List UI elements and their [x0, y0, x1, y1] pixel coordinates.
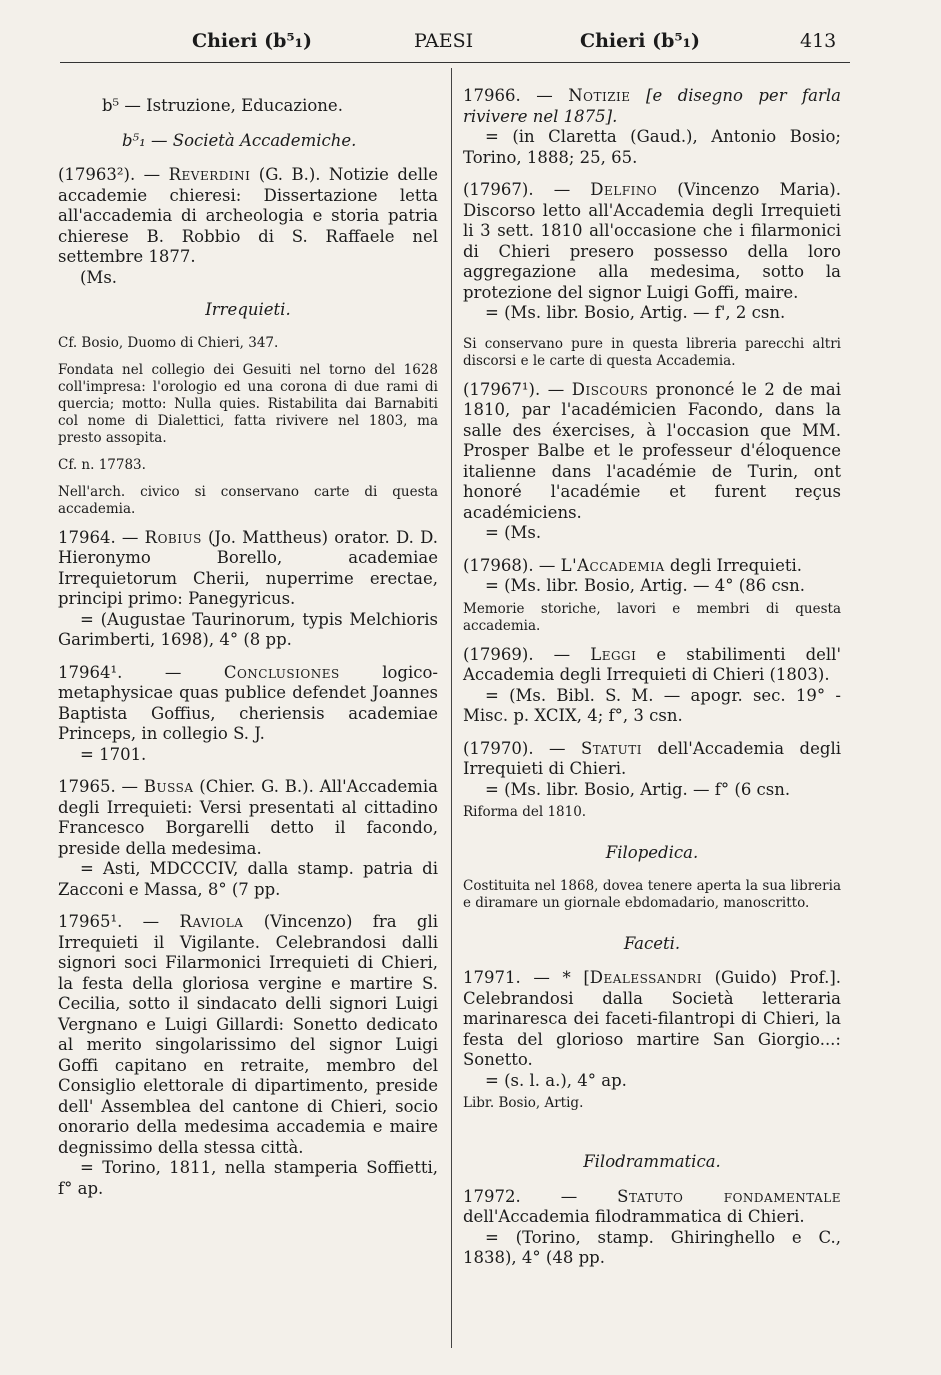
- entry-text: [e disegno per farla rivivere nel 1875].: [463, 86, 842, 126]
- entry-author: L'Accademia: [560, 555, 665, 575]
- subsection-title-filopedica: Filopedica.: [605, 843, 699, 862]
- entry-text: (G. B.). Notizie delle accademie chieresi: Dissertazione letta all'accademia di archeologia e storia patria chierese B. Robbio di S. Raffaele nel settembre 1877.: [58, 165, 439, 266]
- entry-text: (Chier. G. B.). All'Accademia degli Irrequieti: Versi presentati al cittadino Francesco Borgarelli detto il facondo, preside della medesima.: [58, 777, 438, 858]
- entry-imprint: = (Ms. libr. Bosio, Artig. — f', 2 csn.: [485, 303, 786, 322]
- entry-17968: [463, 556, 841, 597]
- entry-text: (Vincenzo) fra gli Irrequieti il Vigilante. Celebrandosi dalli signori soci Filarmonici Irrequieti di Chieri, la festa della gloriosa vergine e martire S. Cecilia, sotto il sindacato delli signori Luigi Vergnano e Luigi Gillardi: Sonetto dedicato al merito singolarissimo del signor Luigi Goffi capitano en retraite, membro del Consiglio elettorale di dipartimento, preside dell' Assemblea del cantone di Chieri, socio onorario della medesima accademia e maire degnissimo della stessa città.: [58, 912, 439, 1157]
- entry-author: Raviola: [179, 912, 244, 931]
- note-memorie: Memorie storiche, lavori e membri di questa accademia.: [463, 600, 841, 634]
- note-cross-ref: Cf. n. 17783.: [58, 456, 146, 473]
- entry-imprint: = Torino, 1811, nella stamperia Soffietti, f° ap.: [58, 1158, 438, 1198]
- entry-17967-1: [463, 380, 841, 544]
- left-column: [58, 86, 438, 1211]
- subsection-title-filodrammatica: Filodrammatica.: [583, 1152, 721, 1171]
- entry-author: Conclusiones: [223, 662, 340, 682]
- entry-17963: [58, 165, 438, 288]
- entry-imprint: = Asti, MDCCCIV, dalla stamp. patria di Zacconi e Massa, 8° (7 pp.: [58, 859, 438, 899]
- entry-author: Leggi: [590, 644, 637, 664]
- note-filopedica: Costituita nel 1868, dovea tenere aperta la sua libreria e diramare un giornale ebdomadario, manoscritto.: [463, 877, 841, 911]
- entry-author: Statuti: [580, 738, 642, 758]
- entry-author: Dealessandri: [589, 968, 702, 987]
- entry-number: 17964¹. —: [58, 662, 182, 682]
- entry-number: (17963²). —: [58, 165, 161, 184]
- header-left-label: Chieri (b⁵₁): [192, 30, 312, 52]
- entry-number: 17972. —: [463, 1186, 578, 1206]
- entry-number: 17965. —: [58, 777, 139, 796]
- entry-17966: [463, 86, 841, 168]
- entry-author: Discours: [571, 379, 649, 399]
- entry-text: degli Irrequieti.: [664, 555, 802, 575]
- subsection-title-faceti: Faceti.: [623, 933, 681, 953]
- entry-text: (Guido) Prof.]. Celebrandosi dalla Società letteraria marinaresca dei faceti-filantropi di Chieri, la festa del glorioso martire San Giorgio...: Sonetto.: [463, 968, 841, 1069]
- column-divider: [451, 68, 452, 1348]
- entry-17967: [463, 180, 841, 324]
- entry-17969: [463, 645, 841, 727]
- note-libr-bosio: Libr. Bosio, Artig.: [463, 1095, 584, 1111]
- page-number: 413: [800, 30, 837, 52]
- entry-number: 17964. —: [58, 527, 139, 547]
- entry-text: dell'Accademia degli Irrequieti di Chieri.: [463, 738, 841, 778]
- entry-number: 17965¹. —: [58, 912, 160, 931]
- entry-author: Robius: [144, 527, 202, 547]
- header-rule: [60, 62, 850, 63]
- entry-imprint: = (s. l. a.), 4° ap.: [485, 1070, 627, 1090]
- entry-author: Reverdini: [168, 165, 251, 184]
- entry-text: (Jo. Mattheus) orator. D. D. Hieronymo Borello, academiae Irrequietorum Cherii, nuperrime erectae, principi primo: Panegyricus.: [58, 527, 438, 608]
- entry-text: (Vincenzo Maria). Discorso letto all'Accademia degli Irrequieti li 3 sett. 1810 all'occasione che i filarmonici di Chieri presero possesso della loro aggregazione alla medesima, sotto la protezione del signor Luigi Goffi, maire.: [463, 180, 841, 302]
- header-center-label: PAESI: [414, 30, 474, 52]
- note-archive: Nell'arch. civico si conservano carte di questa accademia.: [58, 483, 438, 517]
- entry-17970: [463, 739, 841, 801]
- note-riforma: Riforma del 1810.: [463, 804, 587, 820]
- entry-17964-1: [58, 663, 438, 766]
- entry-imprint: = (Torino, stamp. Ghiringhello e C., 1838), 4° (48 pp.: [463, 1227, 841, 1267]
- entry-number: 17971. — * [: [463, 968, 590, 987]
- subsection-title-irrequieti: Irrequieti.: [205, 300, 291, 319]
- note-foundation: Fondata nel collegio dei Gesuiti nel torno del 1628 coll'impresa: l'orologio ed una corona di due rami di quercia; motto: Nulla quies. Ristabilita dai Barnabiti col nome di Dialettici, fatta rivivere nel 1803, ma presto assopita.: [58, 361, 438, 446]
- entry-number: (17967¹). —: [463, 379, 565, 399]
- section-heading-b5: b⁵ — Istruzione, Educazione.: [102, 96, 343, 115]
- entry-17965: [58, 777, 438, 900]
- entry-number: (17968). —: [463, 555, 556, 575]
- entry-number: 17966. —: [463, 86, 553, 105]
- entry-author: Bussa: [143, 777, 194, 796]
- entry-number: (17969). —: [463, 644, 571, 664]
- right-column: [463, 86, 841, 1281]
- entry-17965-1: [58, 912, 438, 1199]
- running-header: [0, 28, 941, 64]
- note-bosio-ref: Cf. Bosio, Duomo di Chieri, 347.: [58, 334, 279, 351]
- entry-number: (17967). —: [463, 180, 571, 199]
- entry-number: (17970). —: [463, 738, 566, 758]
- entry-imprint: = (Augustae Taurinorum, typis Melchioris Garimberti, 1698), 4° (8 pp.: [58, 609, 438, 649]
- entry-text: e stabilimenti dell' Accademia degli Irrequieti di Chieri (1803).: [463, 644, 841, 684]
- entry-imprint: (Ms.: [80, 267, 118, 287]
- section-heading-b51: b⁵₁ — Società Accademiche.: [122, 130, 357, 150]
- entry-text: logico-metaphysicae quas publice defendet Joannes Baptista Goffius, cheriensis academiae Princeps, in collegio S. J.: [58, 662, 438, 743]
- entry-text: dell'Accademia filodrammatica di Chieri.: [463, 1207, 805, 1226]
- entry-author: Statuto fondamentale: [617, 1186, 841, 1206]
- entry-imprint: = (Ms. Bibl. S. M. — apogr. sec. 19° - Misc. p. XCIX, 4; f°, 3 csn.: [463, 685, 841, 725]
- entry-author: Notizie: [568, 86, 631, 105]
- entry-17971: [463, 968, 841, 1091]
- entry-imprint: = (Ms. libr. Bosio, Artig. — f° (6 csn.: [485, 779, 791, 799]
- entry-author: Delfino: [590, 180, 658, 199]
- entry-17972: [463, 1187, 841, 1269]
- entry-imprint: = (Ms. libr. Bosio, Artig. — 4° (86 csn.: [485, 576, 806, 595]
- entry-17964: [58, 528, 438, 651]
- entry-text: prononcé le 2 de mai 1810, par l'académicien Facondo, dans la salle des éxercises, à l'occasion que MM. Prosper Balbe et le professeur d'éloquence italienne dans l'académie de Turin, ont honoré l'académie et furent reçus académiciens.: [463, 379, 841, 522]
- entry-imprint: = 1701.: [80, 744, 147, 764]
- header-right-label: Chieri (b⁵₁): [580, 30, 700, 52]
- entry-imprint: = (Ms.: [485, 523, 542, 542]
- entry-imprint: = (in Claretta (Gaud.), Antonio Bosio; Torino, 1888; 25, 65.: [463, 127, 841, 167]
- note-library: Si conservano pure in questa libreria parecchi altri discorsi e le carte di questa Accademia.: [463, 335, 841, 369]
